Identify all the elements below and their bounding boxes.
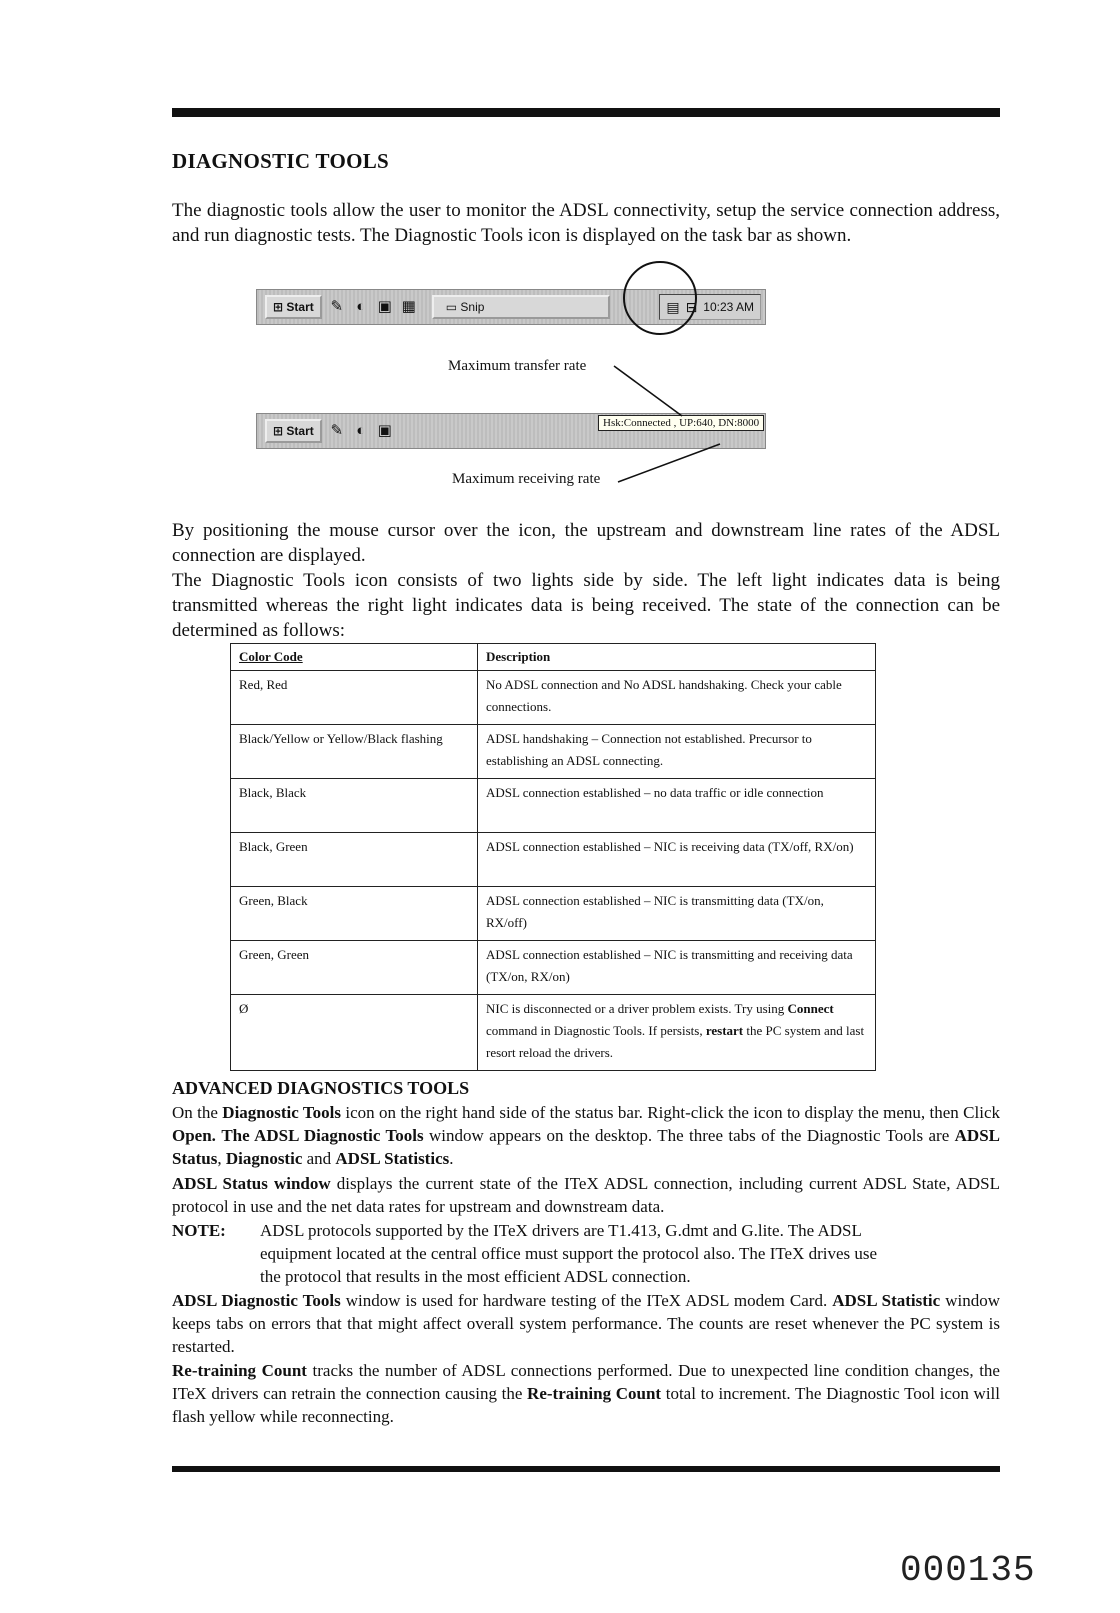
network-icon[interactable]: ⊟ — [685, 298, 698, 315]
header-color-code: Color Code — [231, 644, 478, 671]
note-text: ADSL protocols supported by the ITeX drivers are T1.413, G.dmt and G.lite. The ADSL equipment located at the central office must support the protocol also. The ITeX drives use the protocol that results in the most efficient ADSL connection. — [260, 1221, 878, 1286]
start-button-2[interactable]: ⊞ Start — [265, 419, 322, 443]
bottom-rule — [172, 1466, 1000, 1472]
table-header-row — [231, 644, 876, 671]
description-cell: No ADSL connection and No ADSL handshaking. Check your cable connections. — [478, 671, 876, 725]
description-cell: ADSL connection established – NIC is transmitting data (TX/on, RX/off) — [478, 887, 876, 941]
color-code-table — [230, 643, 876, 1071]
description-cell: ADSL connection established – NIC is receiving data (TX/off, RX/on) — [478, 833, 876, 887]
mouse-paragraph: By positioning the mouse cursor over the icon, the upstream and downstream line rates of the ADSL connection are displayed. — [172, 520, 1000, 566]
color-code-cell: Green, Black — [231, 887, 478, 941]
line-rate-tooltip: Hsk:Connected , UP:640, DN:8000 — [598, 415, 764, 431]
color-code-cell: Black, Black — [231, 779, 478, 833]
description-cell: ADSL connection established – no data traffic or idle connection — [478, 779, 876, 833]
description-cell: NIC is disconnected or a driver problem exists. Try using Connect command in Diagnostic Tools. If persists, restart the PC system and last resort reload the drivers. — [478, 995, 876, 1071]
color-code-cell: Ø — [231, 995, 478, 1071]
header-description: Description — [478, 644, 876, 671]
quicklaunch-icon-2[interactable]: ◐ — [356, 298, 366, 315]
start-button[interactable]: ⊞ Start — [265, 295, 322, 319]
icon-paragraph: The Diagnostic Tools icon consists of two lights side by side. The left light indicates data is being transmitted whereas the right light indicates data is being received. The state of the connection can be determined as follows: — [172, 570, 1000, 641]
advanced-heading: ADVANCED DIAGNOSTICS TOOLS — [172, 1078, 470, 1098]
quicklaunch-icon-7[interactable]: ▣ — [377, 422, 392, 439]
advanced-paragraph-4: Re-training Count tracks the number of ADSL connections performed. Due to unexpected line condition changes, the ITeX drivers can retrain the connection causing the Re-training Count total to increment. The Diagnostic Tool icon will flash yellow while reconnecting. — [172, 1361, 1000, 1426]
page-number: 000135 — [900, 1550, 1036, 1591]
quicklaunch-icon-1[interactable]: ✎ — [330, 298, 344, 315]
table-row — [231, 941, 876, 995]
taskbar-app-button[interactable]: ▭ Snip — [432, 295, 610, 319]
callout-arrows — [600, 360, 740, 490]
table-row — [231, 779, 876, 833]
description-cell: ADSL connection established – NIC is transmitting and receiving data (TX/on, RX/on) — [478, 941, 876, 995]
advanced-paragraph-3: ADSL Diagnostic Tools window is used for hardware testing of the ITeX ADSL modem Card. ADSL Statistic window keeps tabs on errors that that might affect overall system performance. The counts are reset whenever the PC system is restarted. — [172, 1291, 1000, 1356]
quicklaunch-icon-5[interactable]: ✎ — [330, 422, 344, 439]
color-code-cell: Black, Green — [231, 833, 478, 887]
color-code-cell: Green, Green — [231, 941, 478, 995]
description-cell: ADSL handshaking – Connection not established. Precursor to establishing an ADSL connecting. — [478, 725, 876, 779]
note-block — [172, 1219, 1000, 1288]
page-title: DIAGNOSTIC TOOLS — [172, 149, 390, 173]
intro-paragraph: The diagnostic tools allow the user to monitor the ADSL connectivity, setup the service connection address, and run diagnostic tests. The Diagnostic Tools icon is displayed on the task bar as shown. — [172, 200, 1000, 246]
top-rule — [172, 108, 1000, 117]
clock: 10:23 AM — [703, 300, 754, 314]
diagnostic-tools-icon[interactable]: ▤ — [666, 298, 680, 315]
table-row — [231, 725, 876, 779]
highlight-circle — [620, 258, 700, 338]
note-label: NOTE: — [172, 1221, 226, 1240]
quicklaunch-icon-3[interactable]: ▣ — [377, 298, 392, 315]
table-row — [231, 887, 876, 941]
advanced-paragraph-1: On the Diagnostic Tools icon on the right hand side of the status bar. Right-click the icon to display the menu, then Click Open. The ADSL Diagnostic Tools window appears on the desktop. The three tabs of the Diagnostic Tools are ADSL Status, Diagnostic and ADSL Statistics. — [172, 1103, 1001, 1168]
table-row — [231, 833, 876, 887]
table-row — [231, 671, 876, 725]
quicklaunch-icon-4[interactable]: ▦ — [401, 298, 416, 315]
quicklaunch-icon-6[interactable]: ◐ — [356, 422, 366, 439]
callout-max-transfer: Maximum transfer rate — [448, 358, 587, 374]
color-code-cell: Red, Red — [231, 671, 478, 725]
advanced-paragraph-2: ADSL Status window displays the current state of the ITeX ADSL connection, including current ADSL State, ADSL protocol in use and the net data rates for upstream and downstream data. — [172, 1174, 1000, 1216]
color-code-cell: Black/Yellow or Yellow/Black flashing — [231, 725, 478, 779]
table-row — [231, 995, 876, 1071]
callout-max-receiving: Maximum receiving rate — [452, 471, 601, 487]
